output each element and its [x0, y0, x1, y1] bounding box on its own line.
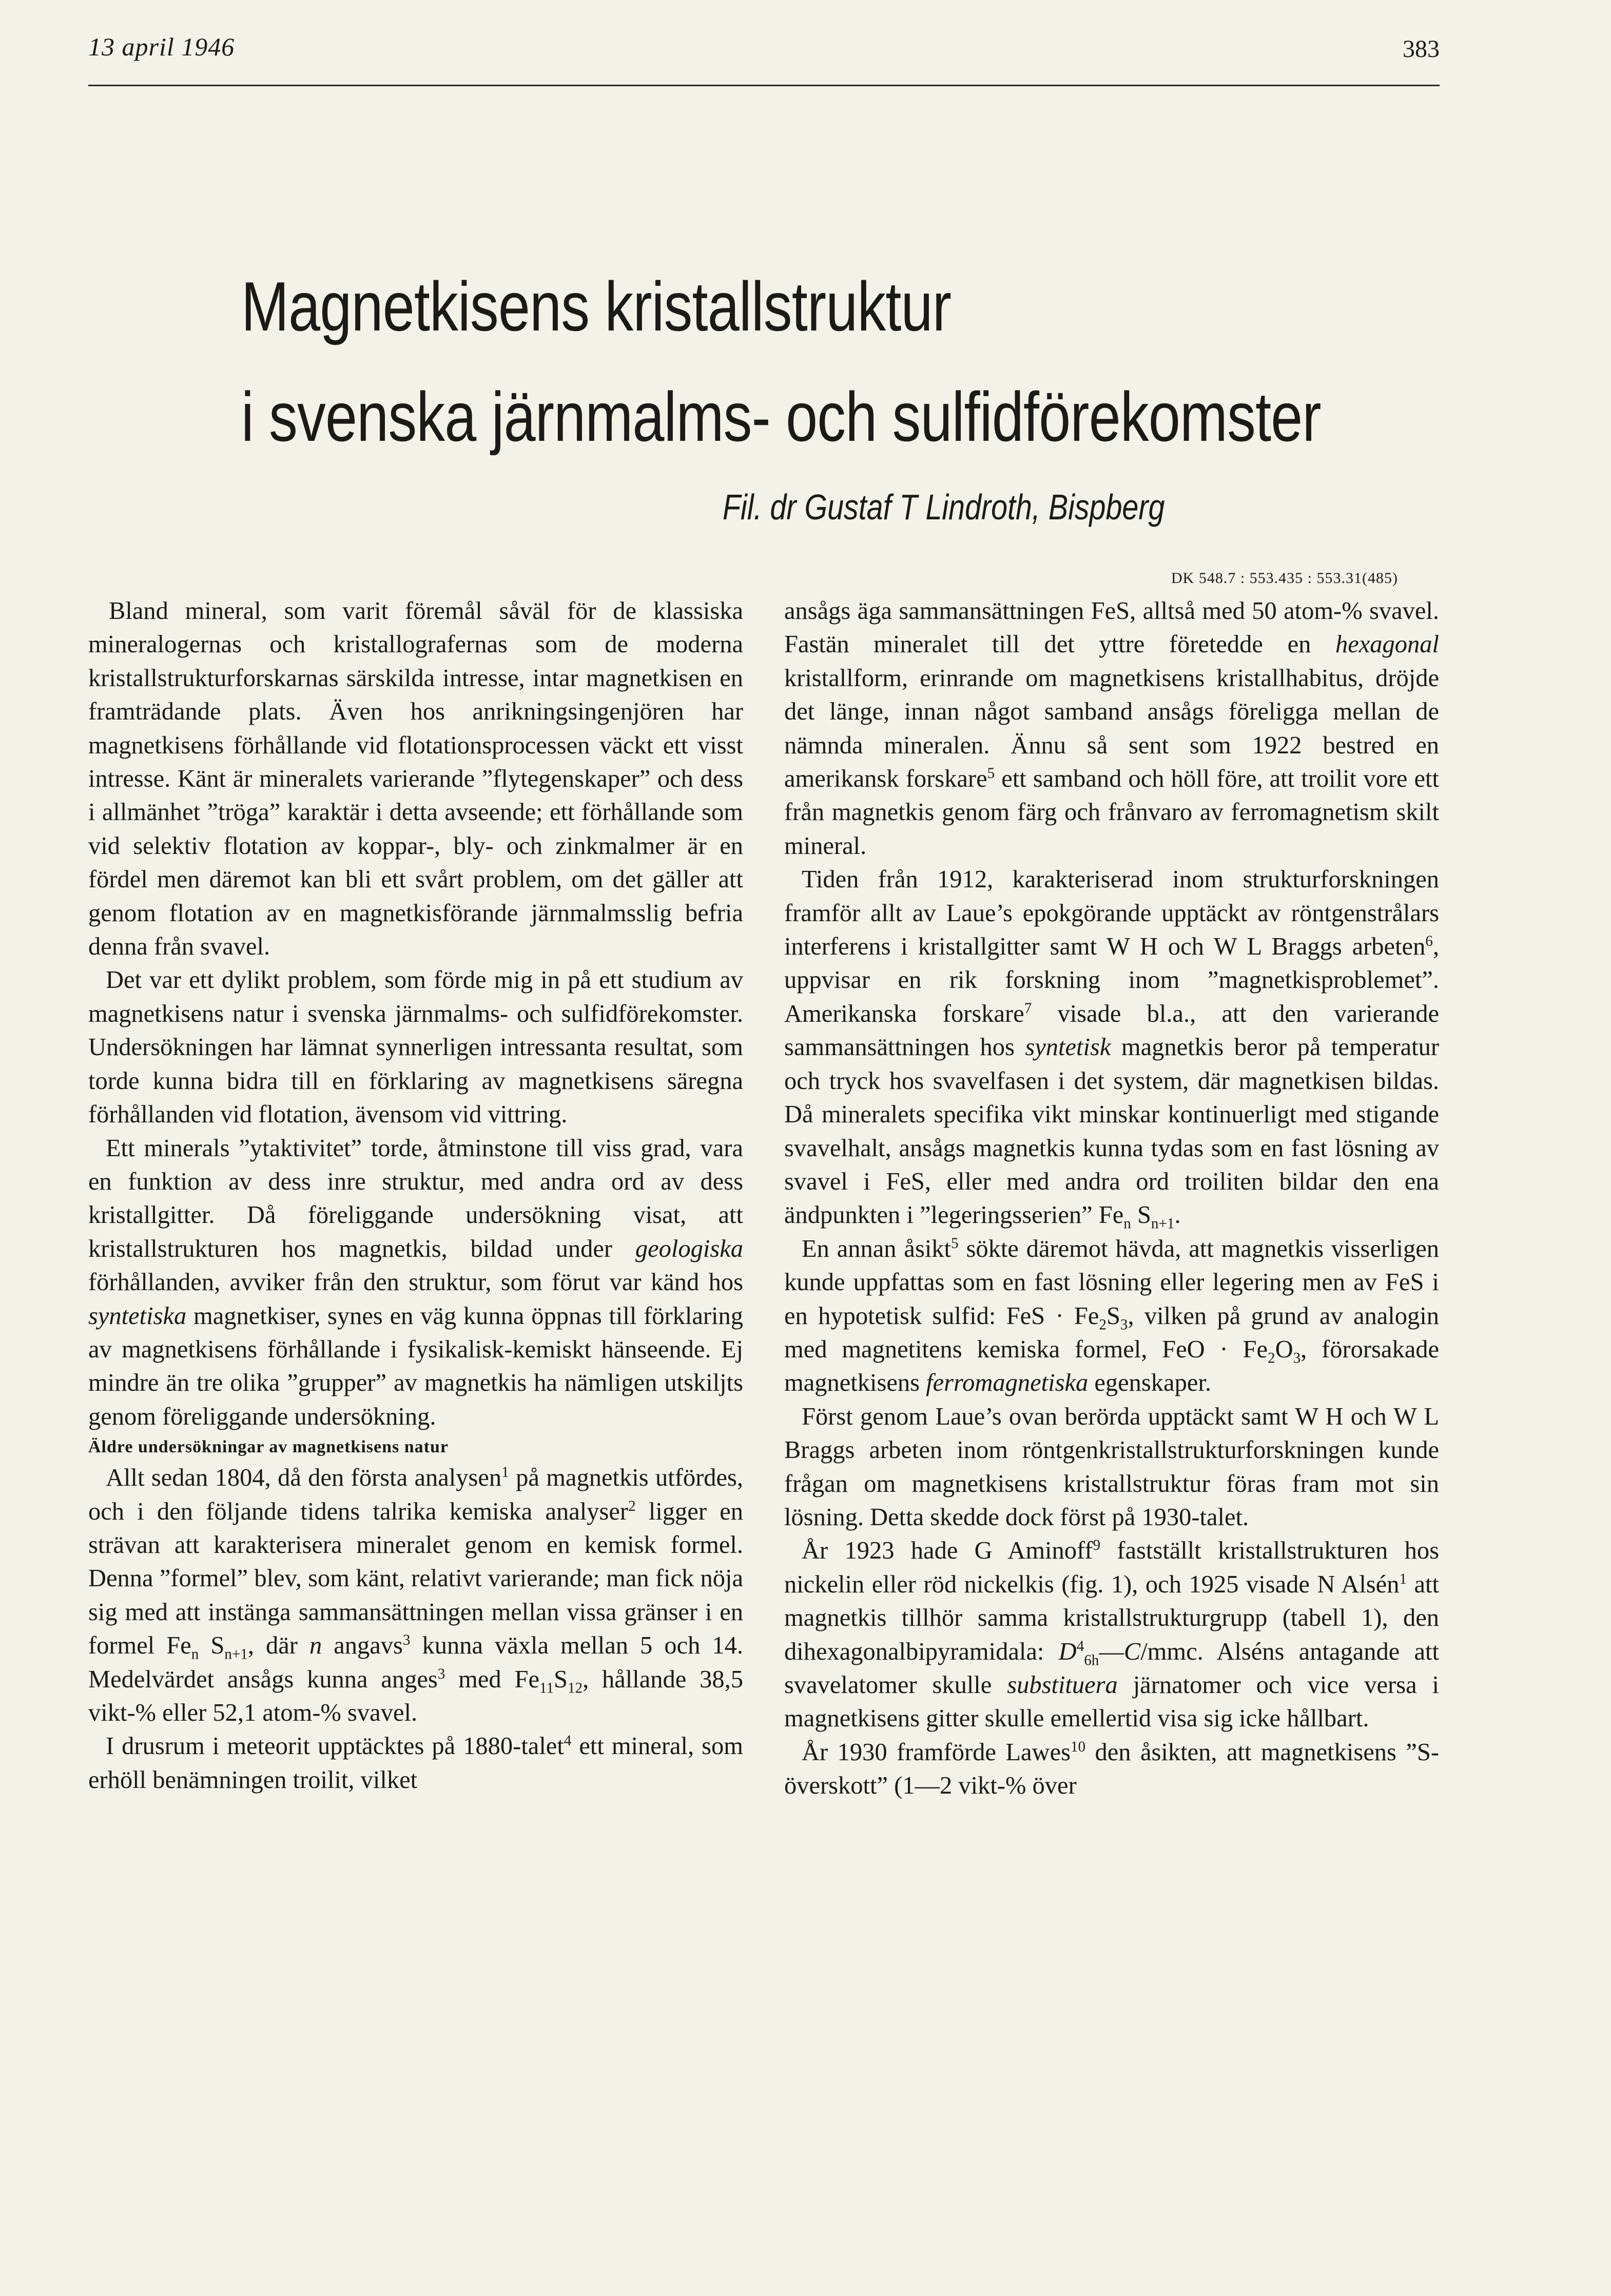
footnote-ref: 7: [1024, 1000, 1032, 1017]
section-subheading: Äldre undersökningar av magnetkisens natur: [88, 1437, 449, 1457]
footnote-ref: 4: [564, 1733, 572, 1749]
paragraph: Ett minerals ”ytaktivitet” torde, åtminstone till viss grad, vara en funktion av dess inre struktur, med andra ord av dess kristallgitter. Då föreliggande undersökning visat, att kristallstrukturen hos magnetkis, bildad under geologiska förhållanden, avviker från den struktur, som förut var känd hos syntetiska magnetkiser, synes en väg kunna öppnas till förklaring av magnetkisens förhållande i fysikalisk-kemiskt hänseende. Ej mindre än tre olika ”grupper” av magnetkis ha nämligen utskiljts genom föreliggande undersökning.: [88, 1134, 743, 1430]
paragraph: Tiden från 1912, karakteriserad inom strukturforskningen framför allt av Laue’s epokgörande upptäckt av röntgenstrålars interferens i kristallgitter samt W H och W L Braggs arbeten$^6$, uppvisar en rik forskning inom ”magnetkisproblemet”. Amerikanska forskare$^7$ visade bl.a., att den varierande sammansättningen hos syntetisk magnetkis beror på temperatur och tryck hos svavelfasen i det system, där magnetkisen bildas. Då mineralets specifika vikt minskar kontinuerligt med stigande svavelhalt, ansågs magnetkis kunna tydas som en fast lösning av svavel i FeS, eller med andra ord troiliten bildar den ena ändpunkten i ”legeringsserien” $Fe_n$ $S_{n+1}$.: [784, 866, 1439, 1232]
title-line-1: Magnetkisens kristallstruktur: [241, 267, 952, 345]
article-title: [241, 251, 1321, 472]
paragraph: En annan åsikt$^5$ sökte däremot hävda, att magnetkis visserligen kunde uppfattas som en fast lösning eller legering men av FeS i en hypotetisk sulfid: FeS · $Fe_2S_3$, vilken på grund av analogin med magnetitens kemiska formel, FeO · $Fe_2O_3$, förorsakade magnetkisens ferromagnetiska egenskaper.: [784, 1235, 1439, 1397]
footnote-ref: 3: [402, 1632, 411, 1649]
left-column: [88, 594, 743, 1797]
running-head: [88, 32, 1440, 73]
issue-date: 13 april 1946: [88, 32, 235, 61]
paragraph: Bland mineral, som varit föremål såväl för de klassiska mineralogernas och kristallografernas som de moderna kristallstrukturforskarnas särskilda intresse, intar magnetkisen en framträdande plats. Även hos anrikningsingenjören har magnetkisens förhållande vid flotationsprocessen väckt ett visst intresse. Känt är mineralets varierande ”flytegenskaper” och dess i allmänhet ”tröga” karaktär i detta avseende; ett förhållande som vid selektiv flotation av koppar-, bly- och zinkmalmer är en fördel men däremot kan bli ett svårt problem, om det gäller att genom flotation av en magnetkisförande järnmalmsslig befria denna från svavel.: [88, 597, 743, 961]
paragraph: ansågs äga sammansättningen FeS, alltså med 50 atom-% svavel. Fastän mineralet till det yttre företedde en hexagonal kristallform, erinrande om magnetkisens kristallhabitus, dröjde det länge, innan något samband ansågs föreligga mellan de nämnda mineralen. Ännu så sent som 1922 bestred en amerikansk forskare$^5$ ett samband och höll före, att troilit vore ett från magnetkis genom färg och frånvaro av ferromagnetism skilt mineral.: [784, 597, 1439, 860]
paragraph: År 1923 hade G Aminoff$^9$ fastställt kristallstrukturen hos nickelin eller röd nickelkis (fig. 1), och 1925 visade N Alsén$^1$ att magnetkis tillhör samma kristallstrukturgrupp (tabell 1), den dihexagonalbipyramidala: $D^4_{6h}—C$/mmc. Alséns antagande att svavelatomer skulle substituera järnatomer och vice versa i magnetkisens gitter skulle emellertid visa sig icke hållbart.: [784, 1537, 1440, 1733]
footnote-ref: 9: [1093, 1537, 1101, 1554]
footnote-ref: 1: [501, 1464, 509, 1481]
author-byline: Fil. dr Gustaf T Lindroth, Bispberg: [723, 487, 1165, 527]
footnote-ref: 6: [1425, 932, 1433, 949]
footnote-ref: 3: [437, 1665, 445, 1682]
footnote-ref: 5: [951, 1235, 959, 1252]
footnote-ref: 2: [628, 1497, 636, 1514]
footnote-ref: 10: [1070, 1738, 1086, 1755]
paragraph: Det var ett dylikt problem, som förde mig in på ett studium av magnetkisens natur i svenska järnmalms- och sulfidförekomster. Undersökningen har lämnat synnerligen intressanta resultat, som torde kunna bidra till en förklaring av magnetkisens säregna förhållanden vid flotation, ävensom vid vittring.: [88, 966, 743, 1128]
title-line-2: i svenska järnmalms- och sulfidförekomster: [241, 378, 1321, 456]
page-number: 383: [1403, 35, 1440, 63]
paragraph: I drusrum i meteorit upptäcktes på 1880-talet$^4$ ett mineral, som erhöll benämningen troilit, vilket: [88, 1733, 743, 1794]
paragraph: Allt sedan 1804, då den första analysen$^1$ på magnetkis utfördes, och i den följande tidens talrika kemiska analyser$^2$ ligger en strävan att karakterisera mineralet genom en kemisk formel. Denna ”formel” blev, som känt, relativt varierande; man fick nöja sig med att instänga sammansättningen mellan vissa gränser i en formel $Fe_n$ $S_{n+1}$, där n angavs$^3$ kunna växla mellan 5 och 14. Medelvärdet ansågs kunna anges$^3$ med $Fe_{11}S_{12}$, hållande 38,5 vikt-% eller 52,1 atom-% svavel.: [88, 1464, 743, 1726]
dk-classification: DK 548.7 : 553.435 : 553.31(485): [1171, 570, 1398, 587]
footnote-ref: 5: [987, 765, 995, 782]
footnote-ref: 1: [1399, 1570, 1407, 1587]
right-column: [784, 594, 1439, 1803]
paragraph: Först genom Laue’s ovan berörda upptäckt samt W H och W L Braggs arbeten inom röntgenkristallstrukturforskningen kunde frågan om magnetkisens kristallstruktur föras fram mot sin lösning. Detta skedde dock först på 1930-talet.: [784, 1403, 1439, 1531]
header-rule: [88, 85, 1440, 86]
paragraph: År 1930 framförde Lawes$^{10}$ den åsikten, att magnetkisens ”S-överskott” (1—2 vikt-% över: [784, 1738, 1439, 1800]
